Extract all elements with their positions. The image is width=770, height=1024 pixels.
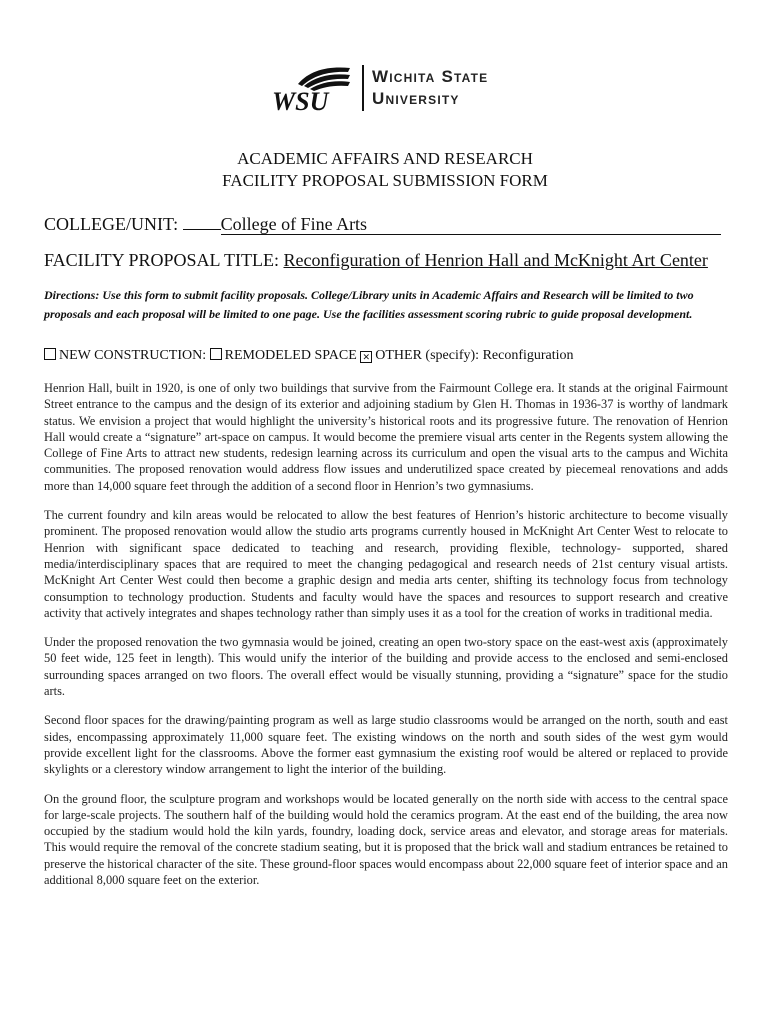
wsu-mark-icon — [270, 62, 356, 114]
project-type-row — [44, 348, 574, 364]
paragraph: Second floor spaces for the drawing/painting program as well as large studio classrooms would be arranged on the north, south and east sides, encompassing approximately 11,000 square feet. The existing windows on the north and south sides of the west gym would provide excellent light for the classrooms. Above the former east gymnasium the existing roof would be altered or replaced to provide skylights or a clerestory window arrangement to light the interior of the building. — [44, 713, 728, 777]
remodeled-space-checkbox[interactable] — [210, 348, 222, 360]
university-name-line1: Wichita State — [372, 67, 489, 86]
college-unit-field[interactable]: College of Fine Arts — [221, 214, 721, 235]
paragraph: On the ground floor, the sculpture program and workshops would be located generally on the north side with access to the central space for large-scale projects. The southern half of the building would hold the ceramics program. At the east end of the building, the area now occupied by the stadium would hold the kiln yards, foundry, loading dock, service areas and elevator, and storage areas for materials. This would require the removal of the concrete stadium seating, but it is proposed that the brick wall and stadium entrances be retained to preserve the historical character of the site. These ground-floor spaces would encompass about 22,000 square feet of interior space and an additional 8,000 square feet on the exterior. — [44, 791, 728, 888]
logo-divider — [362, 65, 364, 111]
paragraph: Henrion Hall, built in 1920, is one of only two buildings that survive from the Fairmount College era. It stands at the original Fairmount Street entrance to the campus and the design of its exterior and adjoining stadium by Glen H. Thomas in 1936-37 is worthy of landmark status. We envision a project that would highlight the university’s historical roots and its progressive future. The renovation of Henrion Hall would create a “signature” art-space on campus. It would become the premiere visual arts center in the Regents system allowing the College of Fine Arts to attract new students, redesign learning across its curriculum and open the visual arts to the campus and Wichita communities. The proposed renovation would address flow issues and underutilized space created by piecemeal renovations and adds more than 14,000 square feet through the addition of a second floor in Henrion’s two gymnasiums. — [44, 381, 728, 493]
university-name-line2: University — [372, 89, 460, 108]
university-name — [372, 66, 488, 110]
new-construction-checkbox[interactable] — [44, 348, 56, 360]
other-checkbox[interactable] — [360, 351, 372, 363]
directions-text: Directions: Use this form to submit facility proposals. College/Library units in Academic Affairs and Research will be limited to two proposals and each proposal will be limited to one page. Use the facilities assessment scoring rubric to guide proposal development. — [44, 288, 694, 321]
proposal-title-row — [44, 250, 708, 271]
college-unit-underline — [183, 214, 221, 230]
heading-line1: ACADEMIC AFFAIRS AND RESEARCH — [237, 149, 533, 168]
proposal-title-field[interactable]: Reconfiguration of Henrion Hall and McKnight Art Center — [283, 250, 708, 270]
paragraph: Under the proposed renovation the two gymnasia would be joined, creating an open two-story space on the east-west axis (approximately 50 feet wide, 125 feet in length). This would unify the interior of the building and provide access to the enclosed and semi-enclosed surrounding spaces arranged on two floors. The overall effect would be visually stunning, providing a “signature” space for the studio arts. — [44, 635, 728, 699]
wsu-mark-text: WSU — [272, 87, 329, 114]
new-construction-label: NEW CONSTRUCTION: — [59, 348, 207, 363]
proposal-description — [44, 380, 728, 901]
form-heading — [0, 148, 770, 192]
other-label: OTHER (specify): Reconfiguration — [375, 348, 574, 363]
checkbox-x-icon: ✕ — [362, 352, 371, 362]
heading-line2: FACILITY PROPOSAL SUBMISSION FORM — [222, 171, 548, 190]
paragraph: The current foundry and kiln areas would be relocated to allow the best features of Henrion’s historic architecture to become visually prominent. The proposed renovation would allow the studio arts programs currently housed in McKnight Art Center West to relocate to Henrion with significant space dedicated to teaching and research, providing flexible, technology- supported, shared media/interdisciplinary spaces that are required to meet the changing pedagogical and research needs of 21st century visual artists. McKnight Art Center West could then become a graphic design and media arts center, shifting its technology focus from technology consumption to technology production. Students and faculty would have the spaces and resources to support research and creative activity that actively integrates and shapes technology rather than simply uses it as a tool for the creation of works in traditional media. — [44, 508, 728, 620]
college-unit-row — [44, 214, 721, 235]
wsu-logo — [270, 60, 510, 116]
proposal-title-label: FACILITY PROPOSAL TITLE: — [44, 250, 280, 270]
college-unit-label: COLLEGE/UNIT: — [44, 214, 179, 234]
remodeled-space-label: REMODELED SPACE — [224, 348, 357, 363]
